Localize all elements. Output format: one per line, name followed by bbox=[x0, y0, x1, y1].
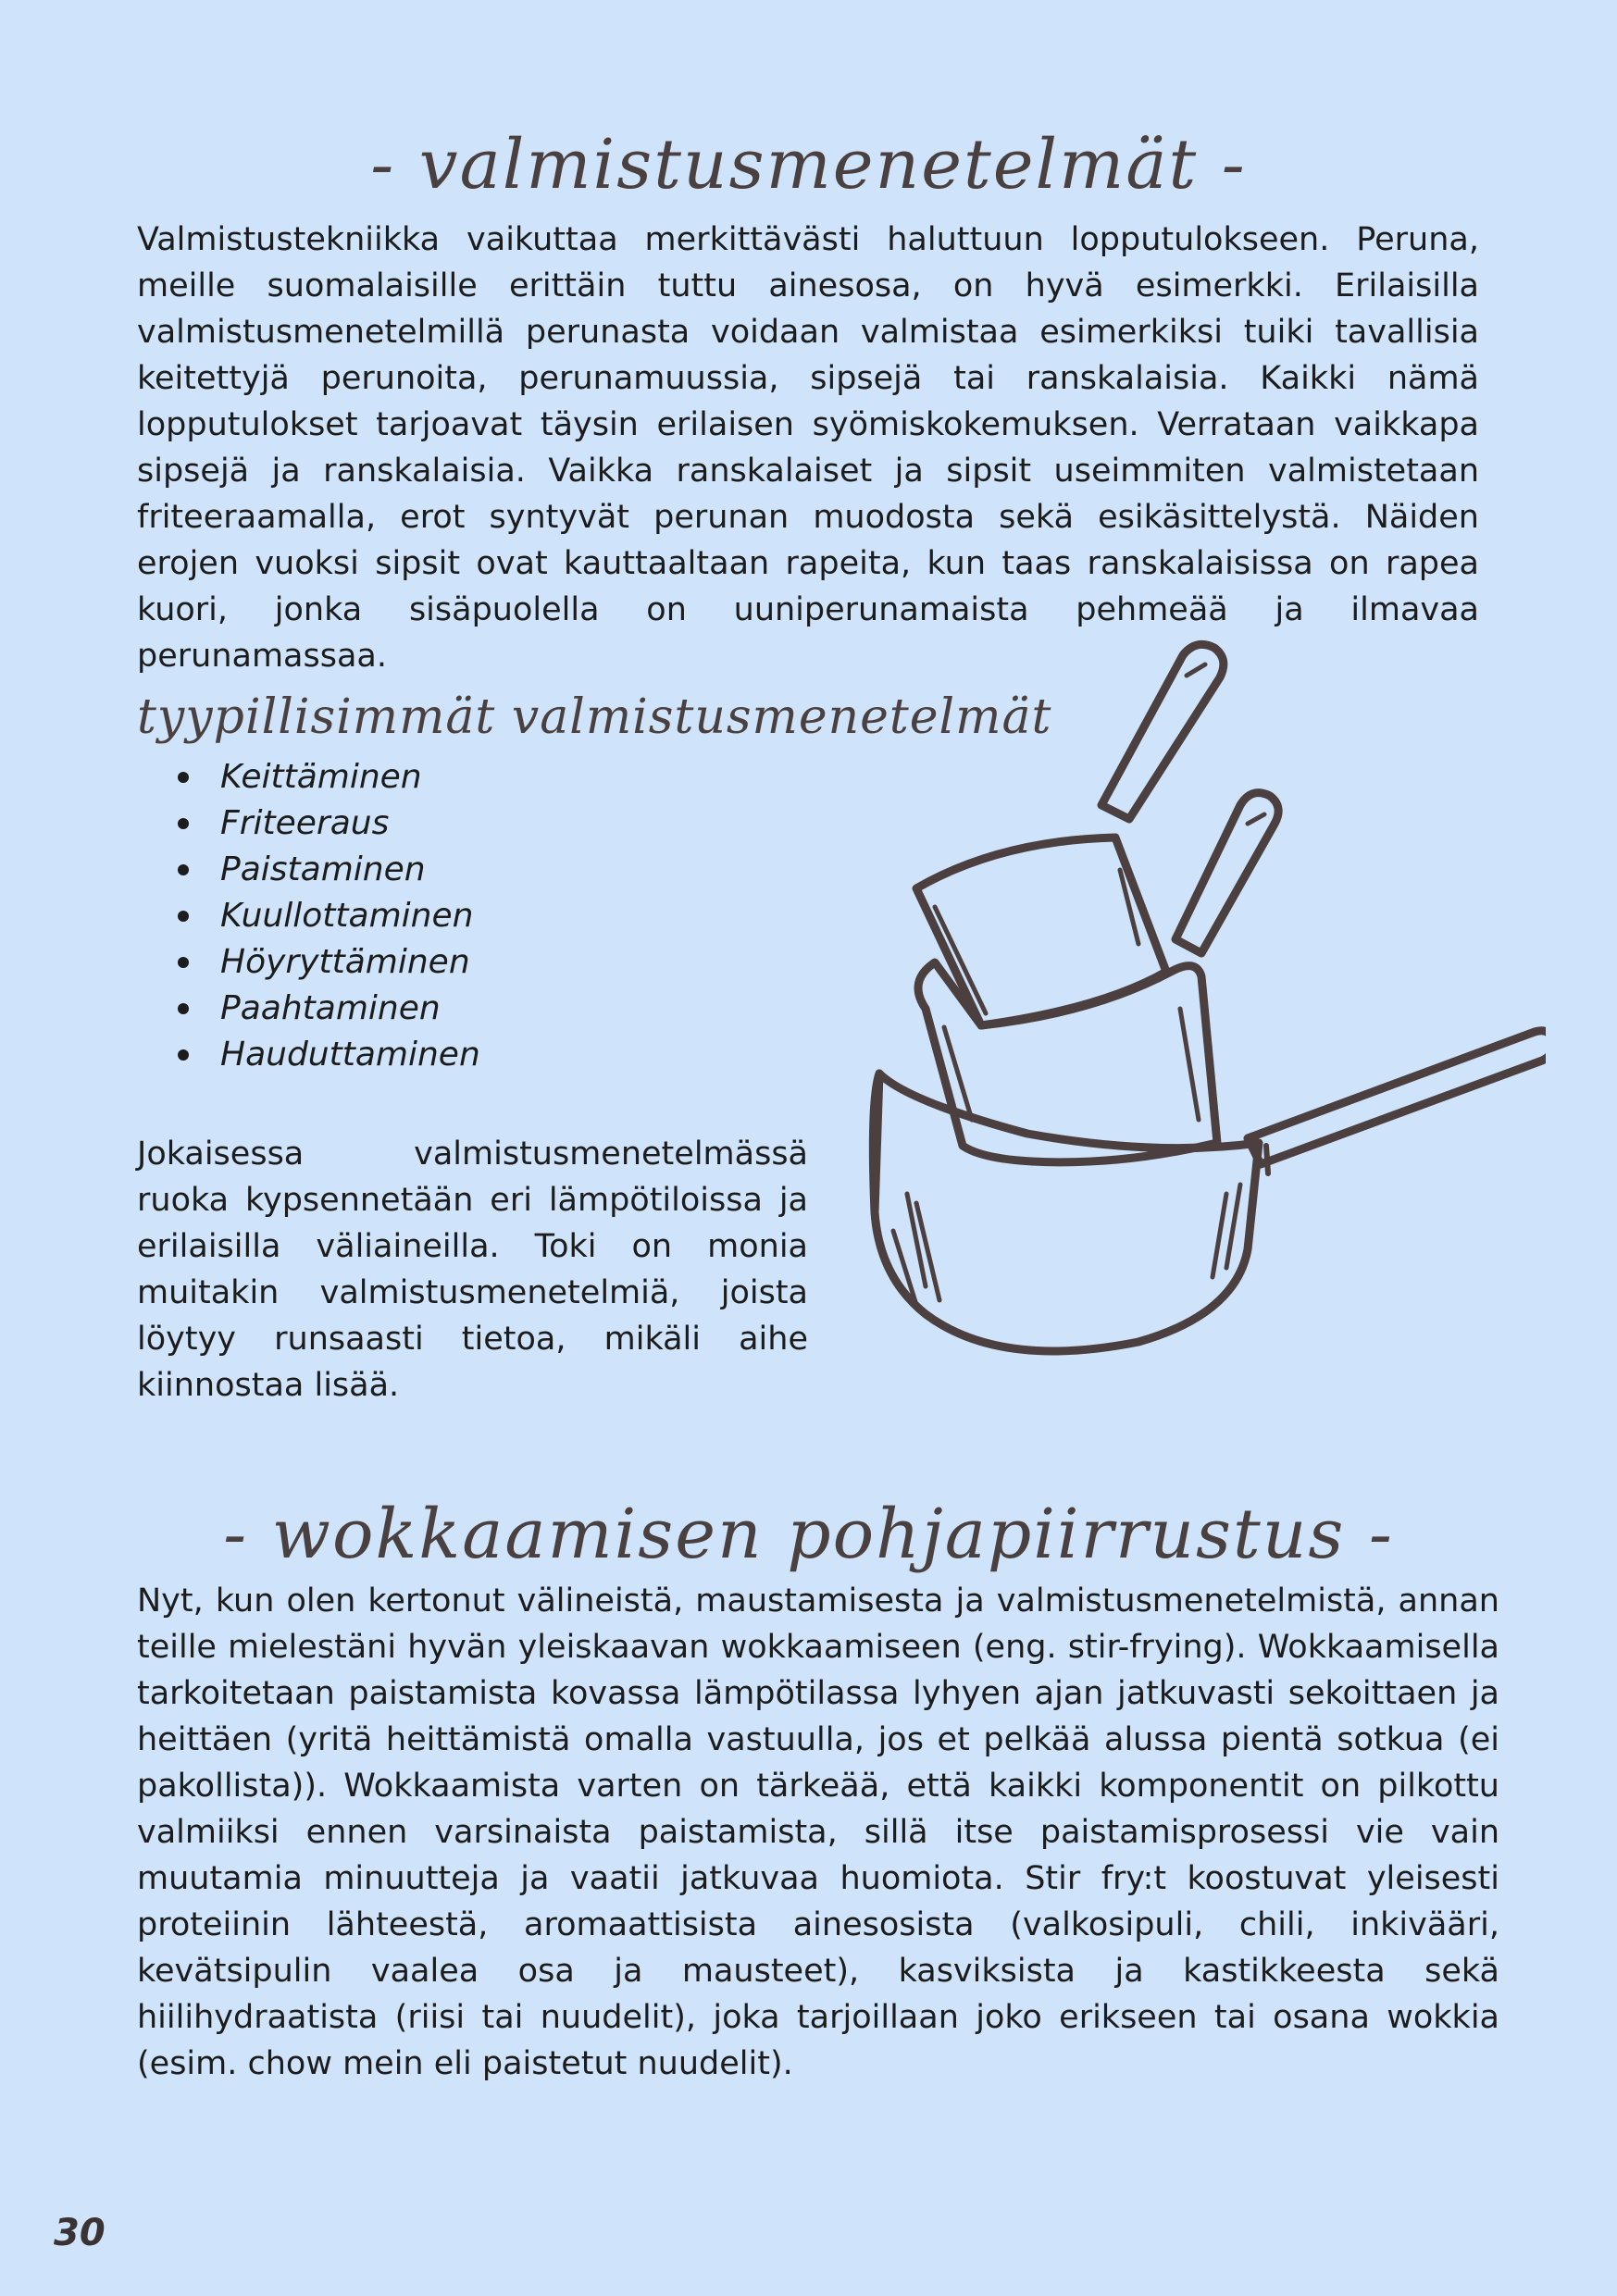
saucepans-illustration-icon bbox=[861, 639, 1546, 1379]
wok-paragraph: Nyt, kun olen kertonut välineistä, maustamisesta ja valmistusmenetelmistä, annan teille mielestäni hyvän yleiskaavan wokkaamiseen (eng. stir-frying). Wokkaamisella tarkoitetaan paistamista kovassa lämpötilassa lyhyen ajan jatkuvasti sekoittaen ja heittäen (yritä heittämistä omalla vastuulla, jos et pelkää alussa pientä sotkua (ei pakollista)). Wokkaamista varten on tärkeää, että kaikki komponentit on pilkottu valmiiksi ennen varsinaista paistamista, sillä itse paistamisprosessi vie vain muutamia minuutteja ja vaatii jatkuvaa huomiota. Stir fry:t koostuvat yleisesti proteiinin lähteestä, aromaattisista ainesosista (valkosipuli, chili, inkivääri, kevätsipulin vaalea osa ja mausteet), kasviksista ja kastikkeesta sekä hiilihydraatista (riisi tai nuudelit), joka tarjoillaan joko erikseen tai osana wokkia (esim. chow mein eli paistetut nuudelit). bbox=[137, 1582, 1499, 2082]
list-item: Kuullottaminen bbox=[137, 893, 480, 939]
list-item: Höyryttäminen bbox=[137, 939, 480, 986]
list-item: Paistaminen bbox=[137, 847, 480, 893]
section-heading-wok: - wokkaamisen pohjapiirrustus - bbox=[223, 1495, 1394, 1574]
list-item: Paahtaminen bbox=[137, 986, 480, 1032]
list-item: Hauduttaminen bbox=[137, 1032, 480, 1078]
intro-paragraph: Valmistustekniikka vaikuttaa merkittävästi haluttuun lopputulokseen. Peruna, meille suomalaisille erittäin tuttu ainesosa, on hyvä esimerkki. Erilaisilla valmistusmenetelmillä perunasta voidaan valmistaa esimerkiksi tuiki tavallisia keitettyjä perunoita, perunamuussia, sipsejä tai ranskalaisia. Kaikki nämä lopputulokset tarjoavat täysin erilaisen syömiskokemuksen. Verrataan vaikkapa sipsejä ja ranskalaisia. Vaikka ranskalaiset ja sipsit useimmiten valmistetaan friteeraamalla, erot syntyvät perunan muodosta sekä esikäsittelystä. Näiden erojen vuoksi sipsit ovat kauttaaltaan rapeita, kun taas ranskalaisissa on rapea kuori, jonka sisäpuolella on uuniperunamaista pehmeää ja ilmavaa perunamassaa. bbox=[137, 221, 1479, 675]
section-heading-methods: - valmistusmenetelmät - bbox=[370, 125, 1247, 205]
list-item: Friteeraus bbox=[137, 800, 480, 847]
methods-list bbox=[137, 754, 480, 1078]
list-item: Keittäminen bbox=[137, 754, 480, 800]
closing-paragraph: Jokaisessa valmistusmenetelmässä ruoka kypsennetään eri lämpötiloissa ja erilaisilla väliaineilla. Toki on monia muitakin valmistusmenetelmiä, joista löytyy runsaasti tietoa, mikäli aihe kiinnostaa lisää. bbox=[137, 1136, 808, 1404]
methods-subheading: tyypillisimmät valmistusmenetelmät bbox=[137, 689, 1052, 745]
page-number: 30 bbox=[54, 2212, 106, 2254]
